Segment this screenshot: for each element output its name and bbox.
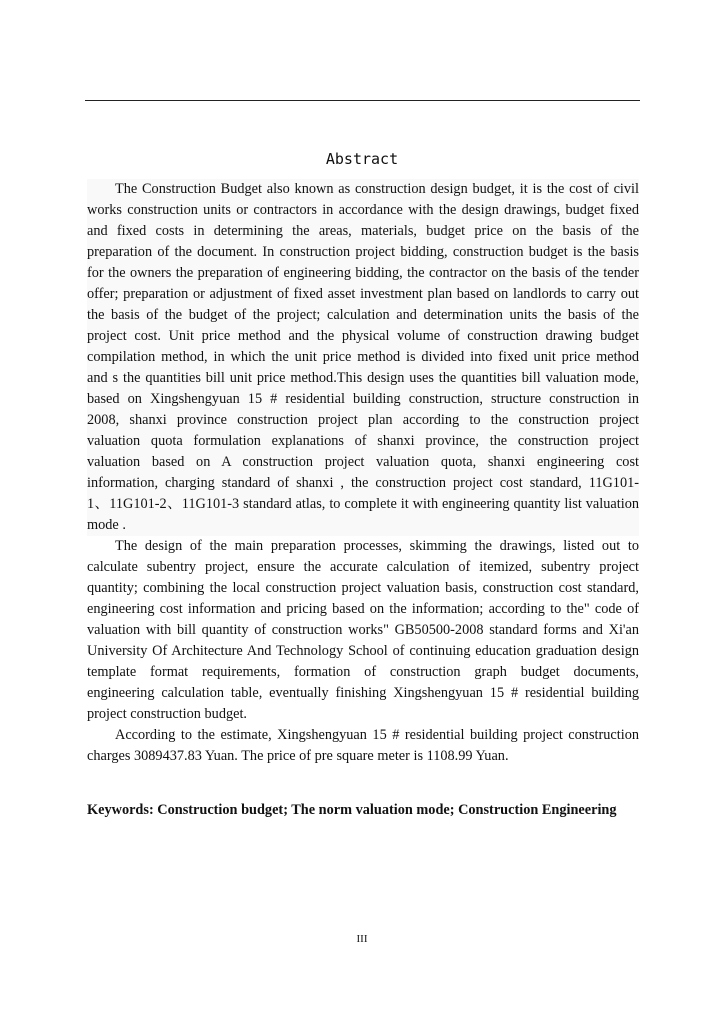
page-title: Abstract (325, 150, 399, 168)
page-number: III (356, 933, 368, 945)
paragraph-line: According to the estimate, Xingshengyuan 15 # residential building project construction (115, 727, 639, 743)
paragraph-line: 1、11G101-2、11G101-3 standard atlas, to complete it with engineering quantity list valuation (87, 494, 639, 515)
paragraph-line: works construction units or contractors in accordance with the design drawings, budget fixed (87, 200, 639, 221)
paragraph-line: University Of Architecture And Technology School of continuing education graduation design (87, 643, 639, 659)
paragraph-line: the basis of the budget of the project; calculation and determination units the basis of the (87, 305, 639, 326)
paragraph-line: offer; preparation or adjustment of fixed asset investment plan based on landlords to carry out (87, 284, 639, 305)
paragraph-line: engineering calculation table, eventually finishing Xingshengyuan 15 # residential building (87, 685, 639, 701)
paragraph-line: The Construction Budget also known as construction design budget, it is the cost of civil (87, 179, 639, 200)
paragraph-line: information, charging standard of shanxi , the construction project cost standard, 11G101- (87, 473, 639, 494)
paragraph-line: mode . (87, 515, 639, 536)
paragraph-line: valuation with bill quantity of construction works" GB50500-2008 standard forms and Xi'an (87, 622, 639, 638)
paragraph-line: charges 3089437.83 Yuan. The price of pre square meter is 1108.99 Yuan. (87, 748, 509, 764)
paragraph-line: valuation based on A construction project valuation quota, shanxi engineering cost (87, 452, 639, 473)
paragraph-line: 2008, shanxi province construction project plan according to the construction project (87, 410, 639, 431)
paragraph-line: and s the quantities bill unit price method.This design uses the quantities bill valuation mode, (87, 368, 639, 389)
paragraph-line: valuation quota formulation explanations of shanxi province, the construction project (87, 431, 639, 452)
paragraph-line: engineering cost information and pricing based on the information; according to the" code of (87, 601, 639, 617)
paragraph-line: for the owners the preparation of engineering bidding, the contractor on the basis of the tender (87, 263, 639, 284)
paragraph-line: project cost. Unit price method and the physical volume of construction drawing budget (87, 326, 639, 347)
paragraph-line: compilation method, in which the unit price method is divided into fixed unit price method (87, 347, 639, 368)
paragraph-line: template format requirements, formation of construction graph budget documents, (87, 664, 639, 680)
paragraph-line: preparation of the document. In construction project bidding, construction budget is the basis (87, 242, 639, 263)
paragraph-line: quantity; combining the local construction project valuation basis, construction cost standard, (87, 580, 639, 596)
header-rule (85, 100, 640, 101)
paragraph-line: and fixed costs in determining the areas, materials, budget price on the basis of the (87, 221, 639, 242)
paragraph-line: The design of the main preparation processes, skimming the drawings, listed out to (115, 538, 639, 554)
paragraph-line: based on Xingshengyuan 15 # residential building construction, structure construction in (87, 389, 639, 410)
paragraph-line: calculate subentry project, ensure the accurate calculation of itemized, subentry project (87, 559, 639, 575)
abstract-body (87, 179, 639, 767)
paragraph-line: project construction budget. (87, 706, 248, 722)
keywords: Keywords: Construction budget; The norm valuation mode; Construction Engineering (87, 802, 617, 818)
